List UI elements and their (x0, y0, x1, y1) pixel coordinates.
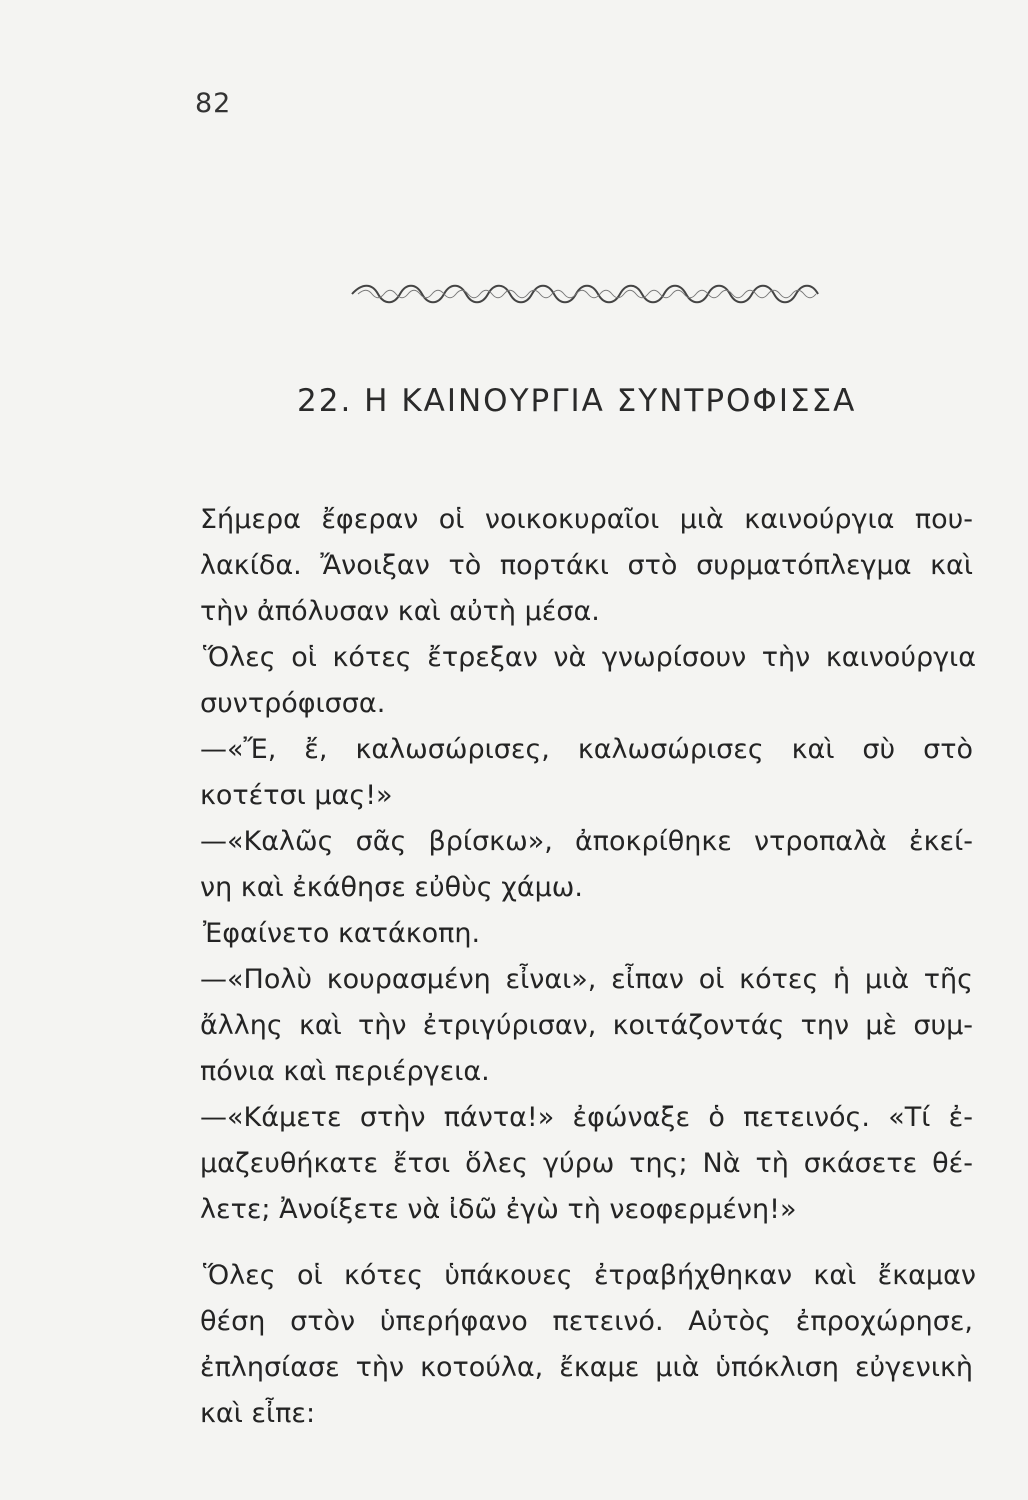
text-line: —«Καλῶς σᾶς βρίσκω», ἀποκρίθηκε ντροπαλὰ ἐκεί- (200, 826, 973, 857)
text-line: —«Ἔ, ἔ, καλωσώρισες, καλωσώρισες καὶ σὺ στὸ (200, 734, 973, 765)
text-line: θέση στὸν ὑπερήφανο πετεινό. Αὐτὸς ἐπροχώρησε, (200, 1306, 973, 1337)
text-line: συντρόφισσα. (200, 688, 386, 719)
text-line: μαζευθήκατε ἔτσι ὅλες γύρω της; Νὰ τὴ σκάσετε θέ- (200, 1148, 973, 1179)
text-line: Ἐφαίνετο κατάκοπη. (203, 918, 481, 949)
ornament-inner-wave (358, 290, 816, 298)
text-line: καὶ εἶπε: (200, 1398, 316, 1429)
page-number: 82 (195, 88, 232, 119)
ornament-border (350, 281, 820, 307)
ornament-wave (352, 286, 818, 303)
text-line: Ὅλες οἱ κότες ἔτρεξαν νὰ γνωρίσουν τὴν καινούργια (203, 642, 976, 673)
text-line: νη καὶ ἐκάθησε εὐθὺς χάμω. (200, 872, 583, 903)
text-line: Ὅλες οἱ κότες ὑπάκουες ἐτραβήχθηκαν καὶ ἔκαμαν (203, 1260, 976, 1291)
text-line: τὴν ἀπόλυσαν καὶ αὐτὴ μέσα. (200, 596, 600, 627)
chapter-title: 22. Η ΚΑΙΝΟΥΡΓΙΑ ΣΥΝΤΡΟΦΙΣΣΑ (297, 383, 857, 419)
text-line: ἄλλης καὶ τὴν ἐτριγύρισαν, κοιτάζοντάς την μὲ συμ- (200, 1010, 973, 1041)
text-line: Σήμερα ἔφεραν οἱ νοικοκυραῖοι μιὰ καινούργια που- (200, 504, 973, 535)
text-line: κοτέτσι μας!» (200, 780, 393, 811)
text-line: λακίδα. Ἄνοιξαν τὸ πορτάκι στὸ συρματόπλεγμα καὶ (200, 550, 973, 581)
text-line: —«Πολὺ κουρασμένη εἶναι», εἶπαν οἱ κότες ἡ μιὰ τῆς (200, 964, 973, 995)
text-line: —«Κάμετε στὴν πάντα!» ἐφώναξε ὁ πετεινός. «Τί ἐ- (200, 1102, 973, 1133)
text-line: λετε; Ἀνοίξετε νὰ ἰδῶ ἐγὼ τὴ νεοφερμένη!» (200, 1194, 797, 1225)
text-line: ἐπλησίασε τὴν κοτούλα, ἔκαμε μιὰ ὑπόκλιση εὐγενικὴ (200, 1352, 973, 1383)
text-line: πόνια καὶ περιέργεια. (200, 1056, 490, 1087)
